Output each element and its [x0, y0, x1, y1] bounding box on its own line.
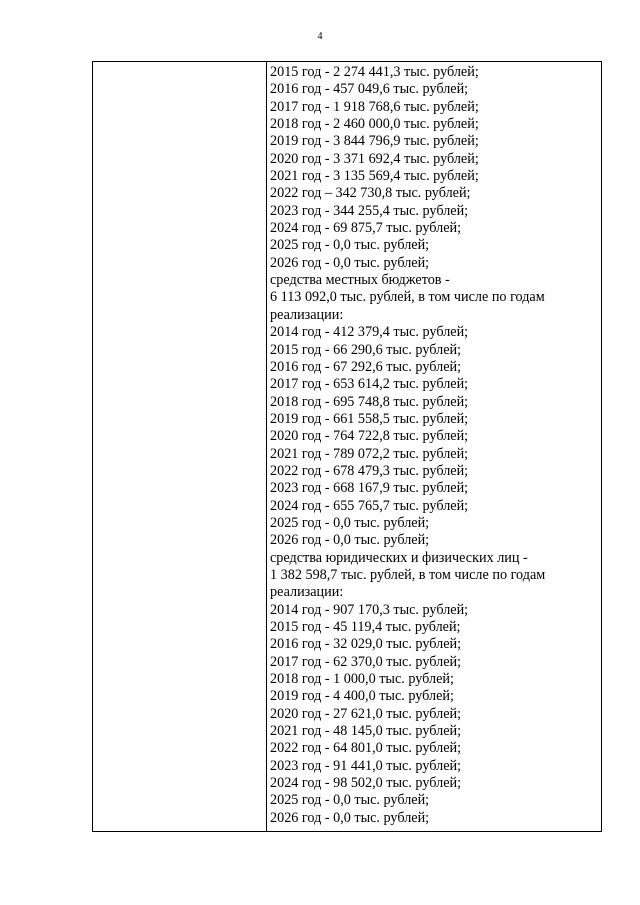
text-line: 2023 год - 668 167,9 тыс. рублей; — [270, 480, 469, 497]
text-line: 6 113 092,0 тыс. рублей, в том числе по годам — [270, 289, 545, 306]
text-line: реализации: — [270, 584, 344, 601]
right-cell — [270, 64, 597, 827]
text-line: 2019 год - 3 844 796,9 тыс. рублей; — [270, 133, 479, 150]
text-line: 2015 год - 66 290,6 тыс. рублей; — [270, 341, 462, 358]
text-line: 2020 год - 764 722,8 тыс. рублей; — [270, 428, 469, 445]
text-line: 2014 год - 907 170,3 тыс. рублей; — [270, 601, 469, 618]
text-line: 2017 год - 1 918 768,6 тыс. рублей; — [270, 98, 479, 115]
text-line: 2024 год - 69 875,7 тыс. рублей; — [270, 220, 462, 237]
text-line: 2016 год - 457 049,6 тыс. рублей; — [270, 81, 469, 98]
text-line: 2025 год - 0,0 тыс. рублей; — [270, 792, 430, 809]
text-line: 2026 год - 0,0 тыс. рублей; — [270, 532, 430, 549]
text-line: 2017 год - 653 614,2 тыс. рублей; — [270, 376, 469, 393]
text-line: 2020 год - 3 371 692,4 тыс. рублей; — [270, 150, 479, 167]
text-line: 2017 год - 62 370,0 тыс. рублей; — [270, 653, 462, 670]
text-line: 2024 год - 655 765,7 тыс. рублей; — [270, 497, 469, 514]
text-line: 2022 год - 678 479,3 тыс. рублей; — [270, 462, 469, 479]
text-line: 2016 год - 32 029,0 тыс. рублей; — [270, 636, 462, 653]
text-line: 2025 год - 0,0 тыс. рублей; — [270, 237, 430, 254]
text-line: реализации: — [270, 306, 344, 323]
text-line: 1 382 598,7 тыс. рублей, в том числе по годам — [270, 566, 546, 583]
text-line: средства местных бюджетов - — [270, 272, 450, 289]
text-line: 2018 год - 695 748,8 тыс. рублей; — [270, 393, 469, 410]
text-line: 2024 год - 98 502,0 тыс. рублей; — [270, 775, 462, 792]
text-line: 2025 год - 0,0 тыс. рублей; — [270, 514, 430, 531]
text-line: 2016 год - 67 292,6 тыс. рублей; — [270, 358, 462, 375]
text-line: 2022 год – 342 730,8 тыс. рублей; — [270, 185, 471, 202]
text-line: 2019 год - 661 558,5 тыс. рублей; — [270, 410, 469, 427]
text-line: 2026 год - 0,0 тыс. рублей; — [270, 809, 430, 826]
funding-table — [92, 61, 602, 832]
text-line: 2020 год - 27 621,0 тыс. рублей; — [270, 705, 462, 722]
text-line: 2023 год - 91 441,0 тыс. рублей; — [270, 757, 462, 774]
text-line: 2018 год - 2 460 000,0 тыс. рублей; — [270, 116, 479, 133]
text-line: 2023 год - 344 255,4 тыс. рублей; — [270, 202, 469, 219]
text-line: 2021 год - 48 145,0 тыс. рублей; — [270, 723, 462, 740]
page-number: 4 — [317, 31, 323, 42]
left-cell — [93, 62, 266, 831]
text-line: 2026 год - 0,0 тыс. рублей; — [270, 254, 430, 271]
text-line: 2021 год - 3 135 569,4 тыс. рублей; — [270, 168, 479, 185]
text-line: средства юридических и физических лиц - — [270, 549, 528, 566]
text-line: 2022 год - 64 801,0 тыс. рублей; — [270, 740, 462, 757]
text-line: 2015 год - 2 274 441,3 тыс. рублей; — [270, 64, 479, 80]
text-line: 2015 год - 45 119,4 тыс. рублей; — [270, 619, 461, 635]
column-divider — [266, 62, 267, 831]
text-line: 2021 год - 789 072,2 тыс. рублей; — [270, 445, 469, 462]
text-line: 2014 год - 412 379,4 тыс. рублей; — [270, 324, 469, 341]
text-line: 2018 год - 1 000,0 тыс. рублей; — [270, 671, 454, 688]
text-line: 2019 год - 4 400,0 тыс. рублей; — [270, 688, 454, 705]
